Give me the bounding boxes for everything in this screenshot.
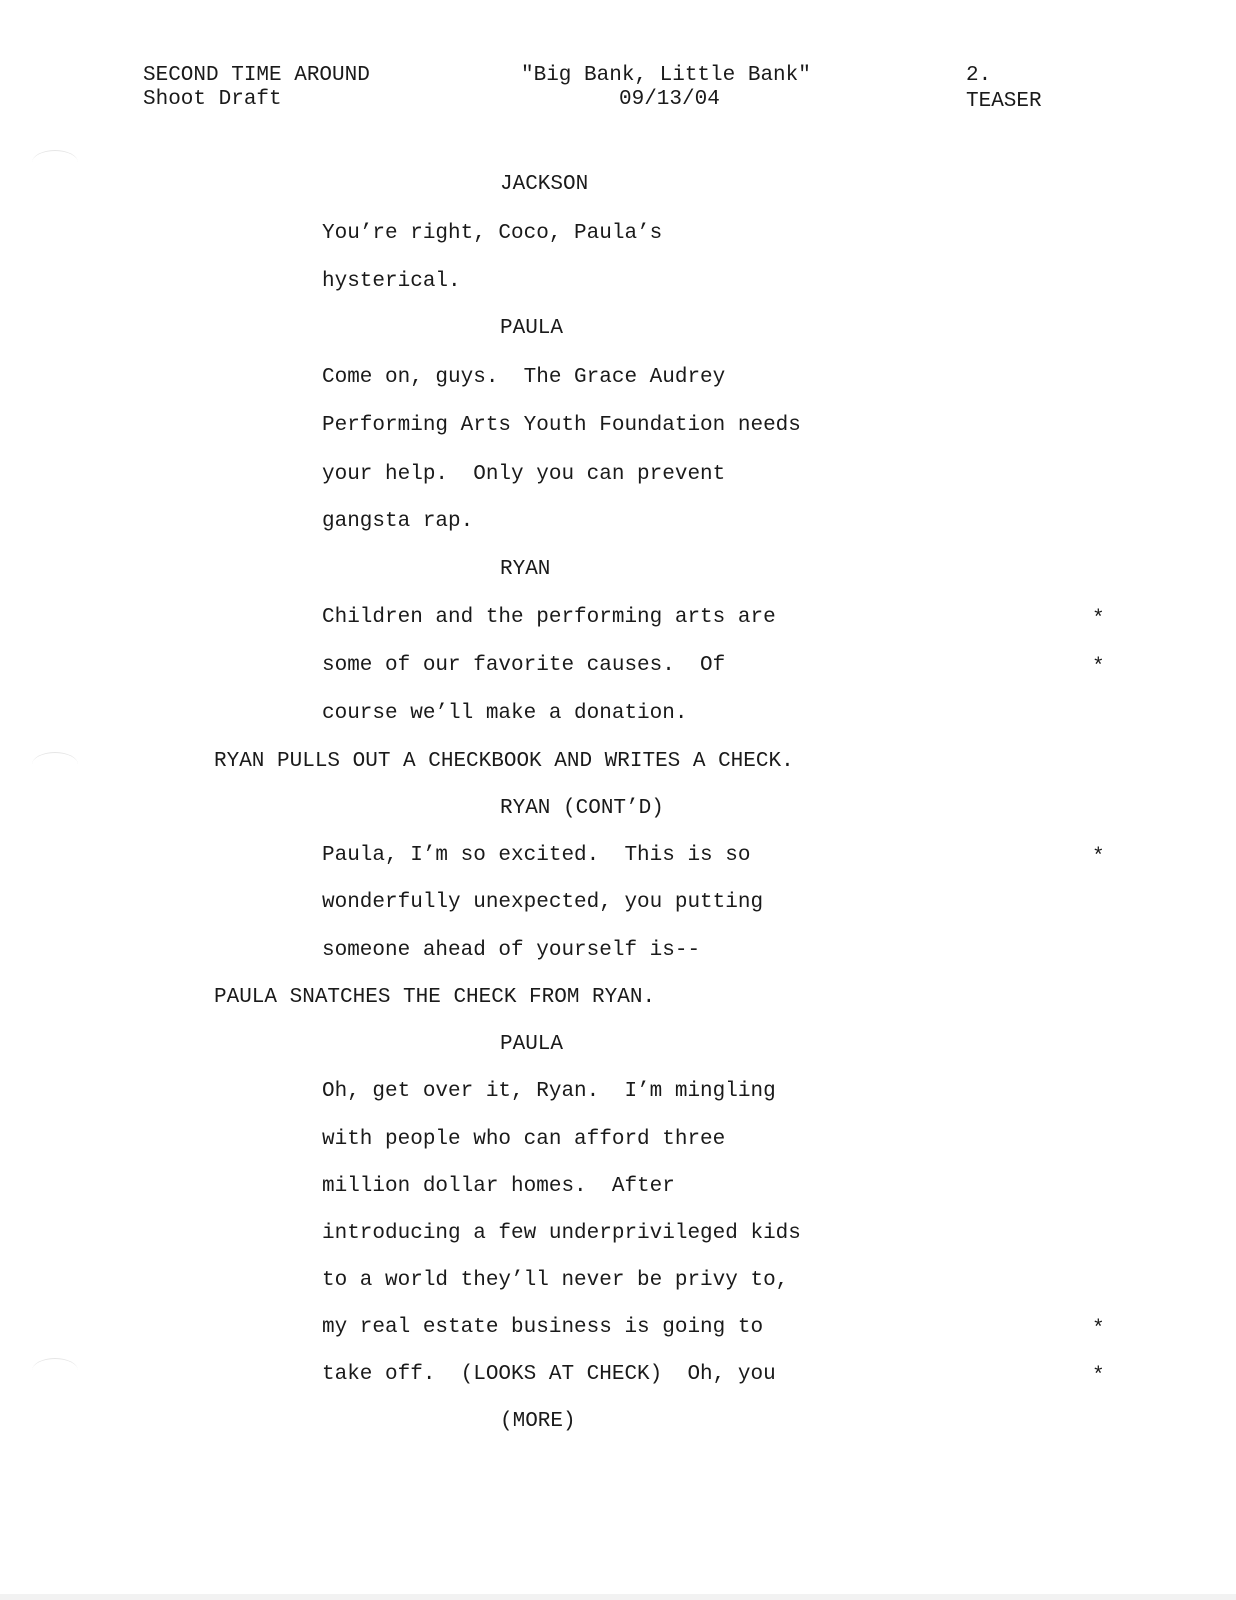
hole-punch-mark bbox=[32, 752, 78, 777]
revision-asterisk: * bbox=[1092, 656, 1105, 679]
dialogue-line: with people who can afford three bbox=[322, 1128, 726, 1151]
revision-asterisk: * bbox=[1092, 608, 1105, 631]
draft-label: Shoot Draft bbox=[143, 88, 282, 111]
revision-asterisk: * bbox=[1092, 846, 1105, 869]
dialogue-line: Come on, guys. The Grace Audrey bbox=[322, 366, 726, 389]
character-cue: PAULA bbox=[500, 317, 564, 340]
draft-date: 09/13/04 bbox=[619, 88, 720, 111]
page-bottom-edge bbox=[0, 1594, 1236, 1600]
dialogue-line: wonderfully unexpected, you putting bbox=[322, 891, 764, 914]
character-cue: RYAN bbox=[500, 558, 551, 581]
hole-punch-mark bbox=[32, 150, 78, 175]
dialogue-line: my real estate business is going to bbox=[322, 1316, 764, 1339]
dialogue-line: to a world they’ll never be privy to, bbox=[322, 1269, 789, 1292]
dialogue-line: Children and the performing arts are bbox=[322, 606, 776, 629]
episode-title: "Big Bank, Little Bank" bbox=[521, 64, 811, 87]
more-indicator: (MORE) bbox=[500, 1410, 576, 1433]
dialogue-line: hysterical. bbox=[322, 270, 461, 293]
revision-asterisk: * bbox=[1092, 1318, 1105, 1341]
revision-asterisk: * bbox=[1092, 1365, 1105, 1388]
dialogue-line: gangsta rap. bbox=[322, 510, 474, 533]
hole-punch-mark bbox=[32, 1358, 78, 1383]
page-number: 2. bbox=[966, 64, 992, 87]
dialogue-line: Oh, get over it, Ryan. I’m mingling bbox=[322, 1080, 776, 1103]
dialogue-line: introducing a few underprivileged kids bbox=[322, 1222, 801, 1245]
dialogue-line: You’re right, Coco, Paula’s bbox=[322, 222, 663, 245]
dialogue-line: Performing Arts Youth Foundation needs bbox=[322, 414, 801, 437]
dialogue-line: Paula, I’m so excited. This is so bbox=[322, 844, 751, 867]
section-label: TEASER bbox=[966, 90, 1042, 113]
show-title: SECOND TIME AROUND bbox=[143, 64, 370, 87]
character-cue: PAULA bbox=[500, 1033, 564, 1056]
dialogue-line: your help. Only you can prevent bbox=[322, 463, 726, 486]
dialogue-line: take off. (LOOKS AT CHECK) Oh, you bbox=[322, 1363, 776, 1386]
dialogue-line: million dollar homes. After bbox=[322, 1175, 675, 1198]
dialogue-line: someone ahead of yourself is-- bbox=[322, 939, 701, 962]
action-line: PAULA SNATCHES THE CHECK FROM RYAN. bbox=[214, 986, 656, 1009]
dialogue-line: course we’ll make a donation. bbox=[322, 702, 688, 725]
action-line: RYAN PULLS OUT A CHECKBOOK AND WRITES A CHECK. bbox=[214, 750, 794, 773]
character-cue: RYAN (CONT’D) bbox=[500, 797, 664, 820]
dialogue-line: some of our favorite causes. Of bbox=[322, 654, 726, 677]
character-cue: JACKSON bbox=[500, 173, 589, 196]
